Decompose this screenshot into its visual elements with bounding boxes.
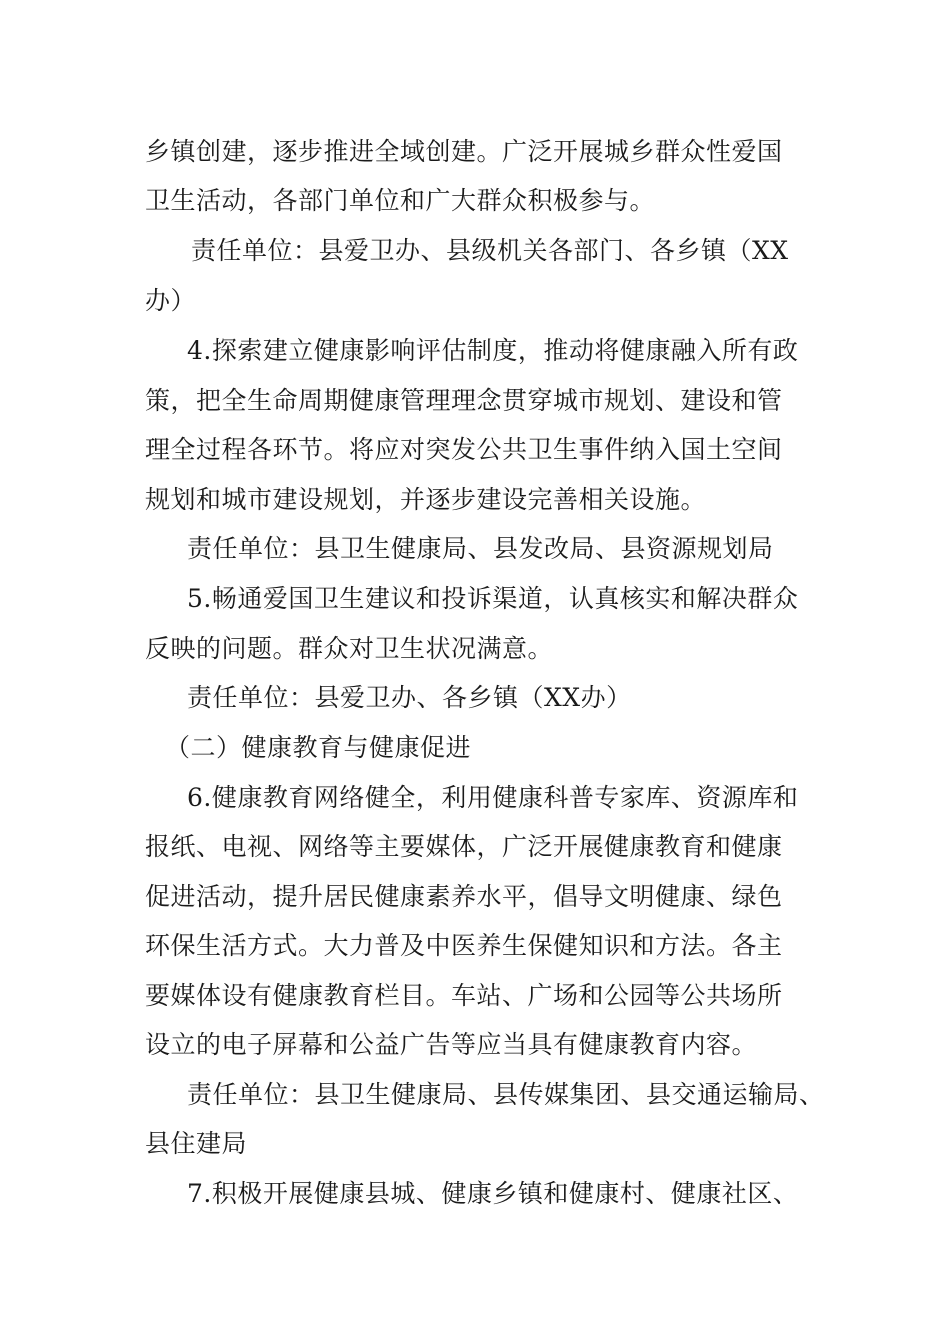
item-heading-5: 5.畅通爱国卫生建议和投诉渠道，认真核实和解决群众 [187,584,799,613]
responsibility-line: 责任单位：县爱卫办、各乡镇（XX办） [187,683,632,712]
paragraph-line: 规划和城市建设规划，并逐步建设完善相关设施。 [145,485,707,514]
paragraph-line: 卫生活动，各部门单位和广大群众积极参与。 [145,186,656,215]
section-heading: （二）健康教育与健康促进 [165,733,472,762]
paragraph-line: 策，把全生命周期健康管理理念贯穿城市规划、建设和管 [145,386,783,415]
responsibility-line: 办） [145,286,197,315]
paragraph-line: 报纸、电视、网络等主要媒体，广泛开展健康教育和健康 [145,832,783,861]
paragraph-line: 要媒体设有健康教育栏目。车站、广场和公园等公共场所 [145,981,783,1010]
paragraph-line: 乡镇创建，逐步推进全域创建。广泛开展城乡群众性爱国 [145,137,783,166]
paragraph-line: 设立的电子屏幕和公益广告等应当具有健康教育内容。 [145,1030,758,1059]
item-heading-4: 4.探索建立健康影响评估制度，推动将健康融入所有政 [187,336,799,365]
responsibility-line: 责任单位：县爱卫办、县级机关各部门、各乡镇（XX [191,236,789,265]
item-heading-6: 6.健康教育网络健全，利用健康科普专家库、资源库和 [187,783,799,812]
responsibility-line: 责任单位：县卫生健康局、县传媒集团、县交通运输局、 [187,1080,825,1109]
responsibility-line: 责任单位：县卫生健康局、县发改局、县资源规划局 [187,534,774,563]
paragraph-line: 环保生活方式。大力普及中医养生保健知识和方法。各主 [145,931,783,960]
responsibility-line: 县住建局 [145,1129,248,1158]
paragraph-line: 理全过程各环节。将应对突发公共卫生事件纳入国土空间 [145,435,783,464]
item-heading-7: 7.积极开展健康县城、健康乡镇和健康村、健康社区、 [187,1179,799,1208]
paragraph-line: 反映的问题。群众对卫生状况满意。 [145,634,554,663]
paragraph-line: 促进活动，提升居民健康素养水平，倡导文明健康、绿色 [145,882,783,911]
